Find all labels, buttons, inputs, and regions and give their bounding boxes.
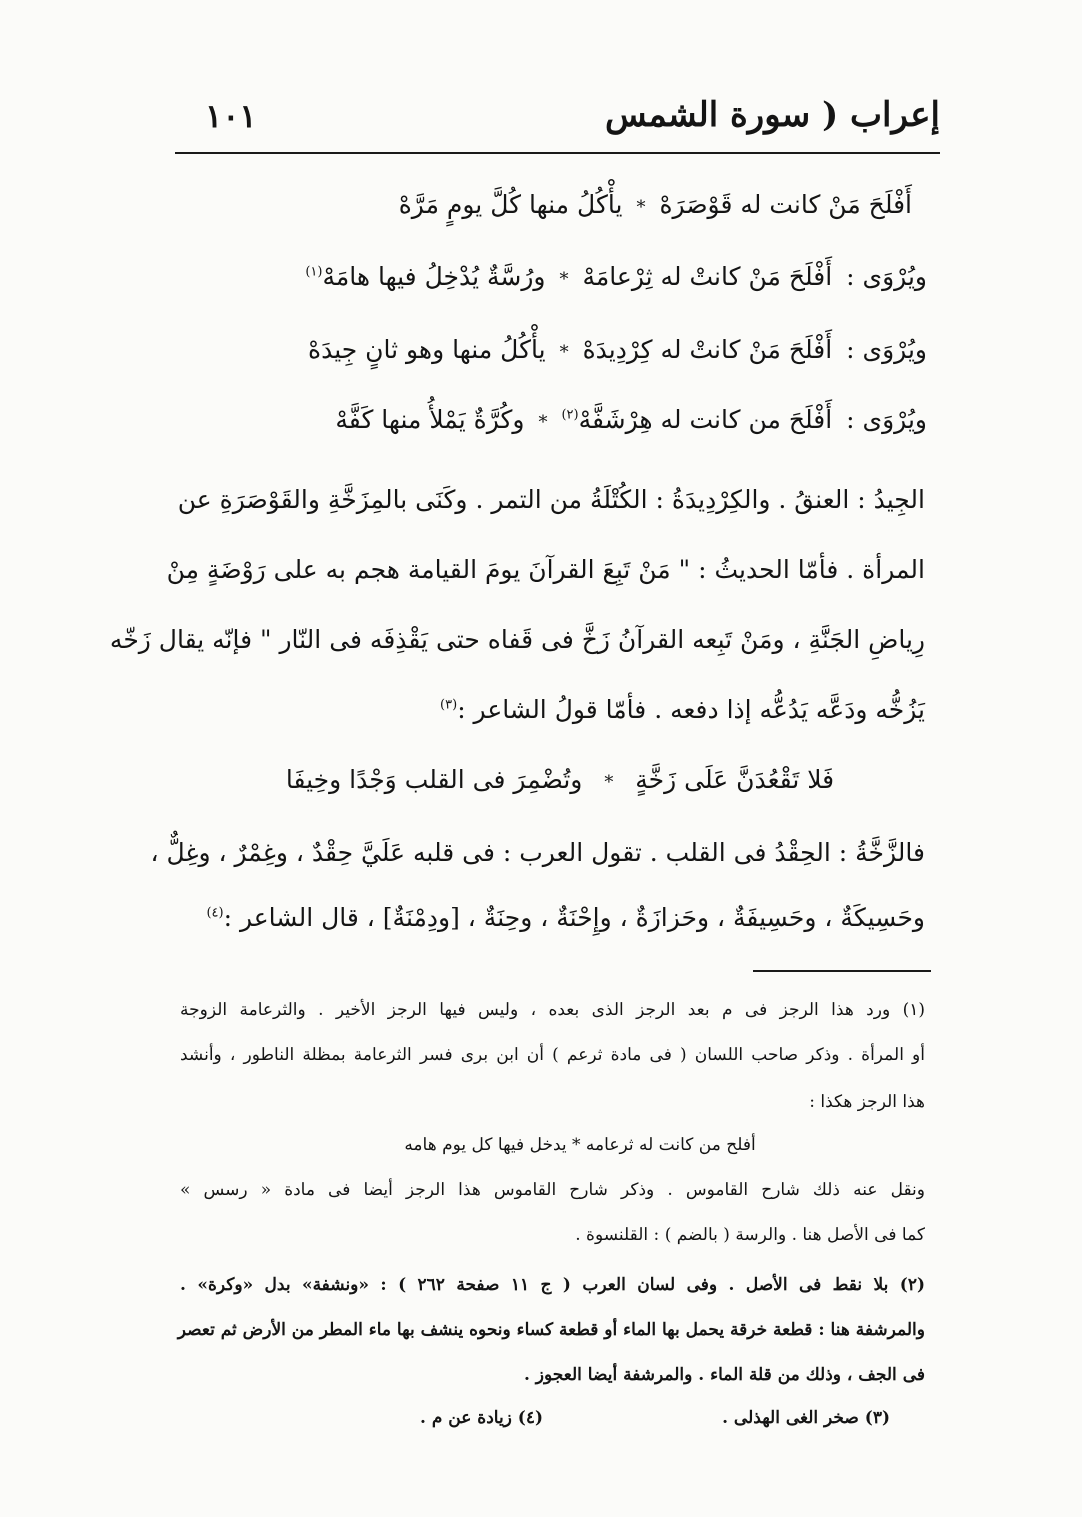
verse-first-hemistich: أَفْلَحَ مَنْ كانت له قَوْصَرَهْ — [659, 190, 912, 219]
verse-separator-star: * — [604, 772, 614, 793]
verse-first-hemistich: أَفْلَحَ مَنْ كانتْ له ثِرْعامَهْ — [582, 262, 833, 291]
verse-first-hemistich: أَفْلَحَ مَنْ كانتْ له كِرْدِيدَهْ — [582, 335, 833, 364]
body-text-line: المرأة . فأمّا الحديثُ : " مَنْ تَبِعَ القرآنَ يومَ القيامة هجم به على رَوْضَةٍ مِنْ — [166, 555, 925, 584]
verse-line — [399, 190, 912, 219]
footnote-marker: (١) — [305, 264, 323, 280]
verse-lead: ويُرْوَى : — [846, 335, 927, 364]
verse-lead: ويُرْوَى : — [846, 262, 927, 291]
verse-line — [305, 262, 927, 291]
body-text-line: يَزُخُّه ودَعَّه يَدُعُّه إذا دفعه . فأمّا قولُ الشاعر :$^{(٣)}$ — [440, 695, 925, 724]
page-header — [175, 95, 940, 151]
verse-line — [308, 335, 927, 364]
footnote-marker: (٤) — [206, 905, 224, 921]
body-text-line: الجِيدُ : العنقُ . والكِرْدِيدَةُ : الكُتْلَةُ من التمر . وكَنَى بالمِزَخَّةِ والقَوْصَرَةِ عن — [177, 485, 925, 514]
footnote-line: فى الجف ، وذلك من قلة الماء . والمرشفة أيضا العجوز . — [523, 1365, 925, 1385]
header-rule — [175, 152, 940, 154]
body-text-line: رِياضِ الجَنَّةِ ، ومَنْ تَبِعه القرآنُ زَخَّ فى قَفاه حتى يَقْذِفَه فى النّار " فإنّه يقال زَخّه — [109, 625, 925, 654]
verse-line — [335, 405, 927, 434]
verse-first-hemistich: فَلا تَقْعُدَنَّ عَلَى زَخَّةٍ — [635, 765, 835, 794]
footnote-marker: (٢) — [561, 407, 579, 423]
footnote-quoted-verse: أفلح من كانت له ثرعامه * يدخل فيها كل يوم هامه — [404, 1135, 756, 1155]
footnote-line: أو المرأة . وذكر صاحب اللسان ( فى مادة ثرعم ) أن ابن برى فسر الثرعامة بمظلة الناطور ، وأنشد — [180, 1045, 925, 1065]
footnote-line: كما فى الأصل هنا . والرسة ( بالضم ) : القلنسوة . — [575, 1225, 925, 1245]
footnote-line: هذا الرجز هكذا : — [809, 1092, 925, 1112]
verse-lead: ويُرْوَى : — [846, 405, 927, 434]
verse-separator-star: * — [538, 412, 548, 433]
footnote-line: (٢) بلا نقط فى الأصل . وفى لسان العرب ( ج ١١ صفحة ٢٦٢ ) : «ونشفة» بدل «وكرة» . — [180, 1275, 926, 1295]
verse-second-hemistich: يأْكُلُ منها وهو ثانٍ جِيدَهْ — [307, 335, 546, 364]
verse-separator-star: * — [559, 269, 569, 290]
verse-second-hemistich: وتُضْمِرَ فى القلب وَجْدًا وخِيفَا — [285, 765, 583, 794]
footnote-line — [420, 1408, 890, 1428]
verse-second-hemistich: ورُسَّةٌ يُدْخِلُ فيها هامَهْ$^{(١)}$ — [305, 262, 546, 291]
verse-first-hemistich: أَفْلَحَ من كانت له هِرْشَفَّهْ$^{(٢)}$ — [561, 405, 833, 434]
footnote-3: (٣) صخر الغى الهذلى . — [722, 1408, 890, 1428]
footnote-line: والمرشفة هنا : قطعة خرقة يحمل بها الماء أو قطعة كساء ونحوه ينشف بها ماء المطر من الأرض ثم تعصر — [177, 1320, 925, 1340]
footnote-4: (٤) زيادة عن م . — [420, 1408, 544, 1428]
verse-second-hemistich: وكُرَّةٌ يَمْلأُ منها كَفَّهْ — [335, 405, 525, 434]
verse-second-hemistich: يأْكُلُ منها كُلَّ يومٍ مَرَّهْ — [398, 190, 623, 219]
verse-separator-star: * — [559, 342, 569, 363]
verse-separator-star: * — [636, 197, 646, 218]
footnote-line: ونقل عنه ذلك شارح القاموس . وذكر شارح القاموس هذا الرجز أيضا فى مادة « رسس » — [180, 1180, 925, 1200]
footnote-marker: (٣) — [440, 697, 458, 713]
body-text-line: فالزَّخَّةُ : الحِقْدُ فى القلب . تقول العرب : فى قلبه عَلَيَّ حِقْدٌ ، وغِمْرٌ ، وغِلٌّ ، — [150, 838, 925, 867]
body-text-line: وحَسِيكَةٌ ، وحَسِيفَةٌ ، وحَزازَةٌ ، وإِحْنَةٌ ، وحِنَةٌ ، [ودِمْنَةٌ] ، قال الشاعر :$^{(٤)}$ — [206, 903, 925, 932]
footnote-rule — [753, 970, 931, 972]
page-title: إعراب ( سورة الشمس — [605, 95, 940, 135]
page-number: ١٠١ — [205, 97, 257, 135]
quoted-verse — [280, 765, 840, 794]
footnote-line: (١) ورد هذا الرجز فى م بعد الرجز الذى بعده ، وليس فيها الرجز الأخير . والثرعامة الزوجة — [180, 1000, 925, 1020]
